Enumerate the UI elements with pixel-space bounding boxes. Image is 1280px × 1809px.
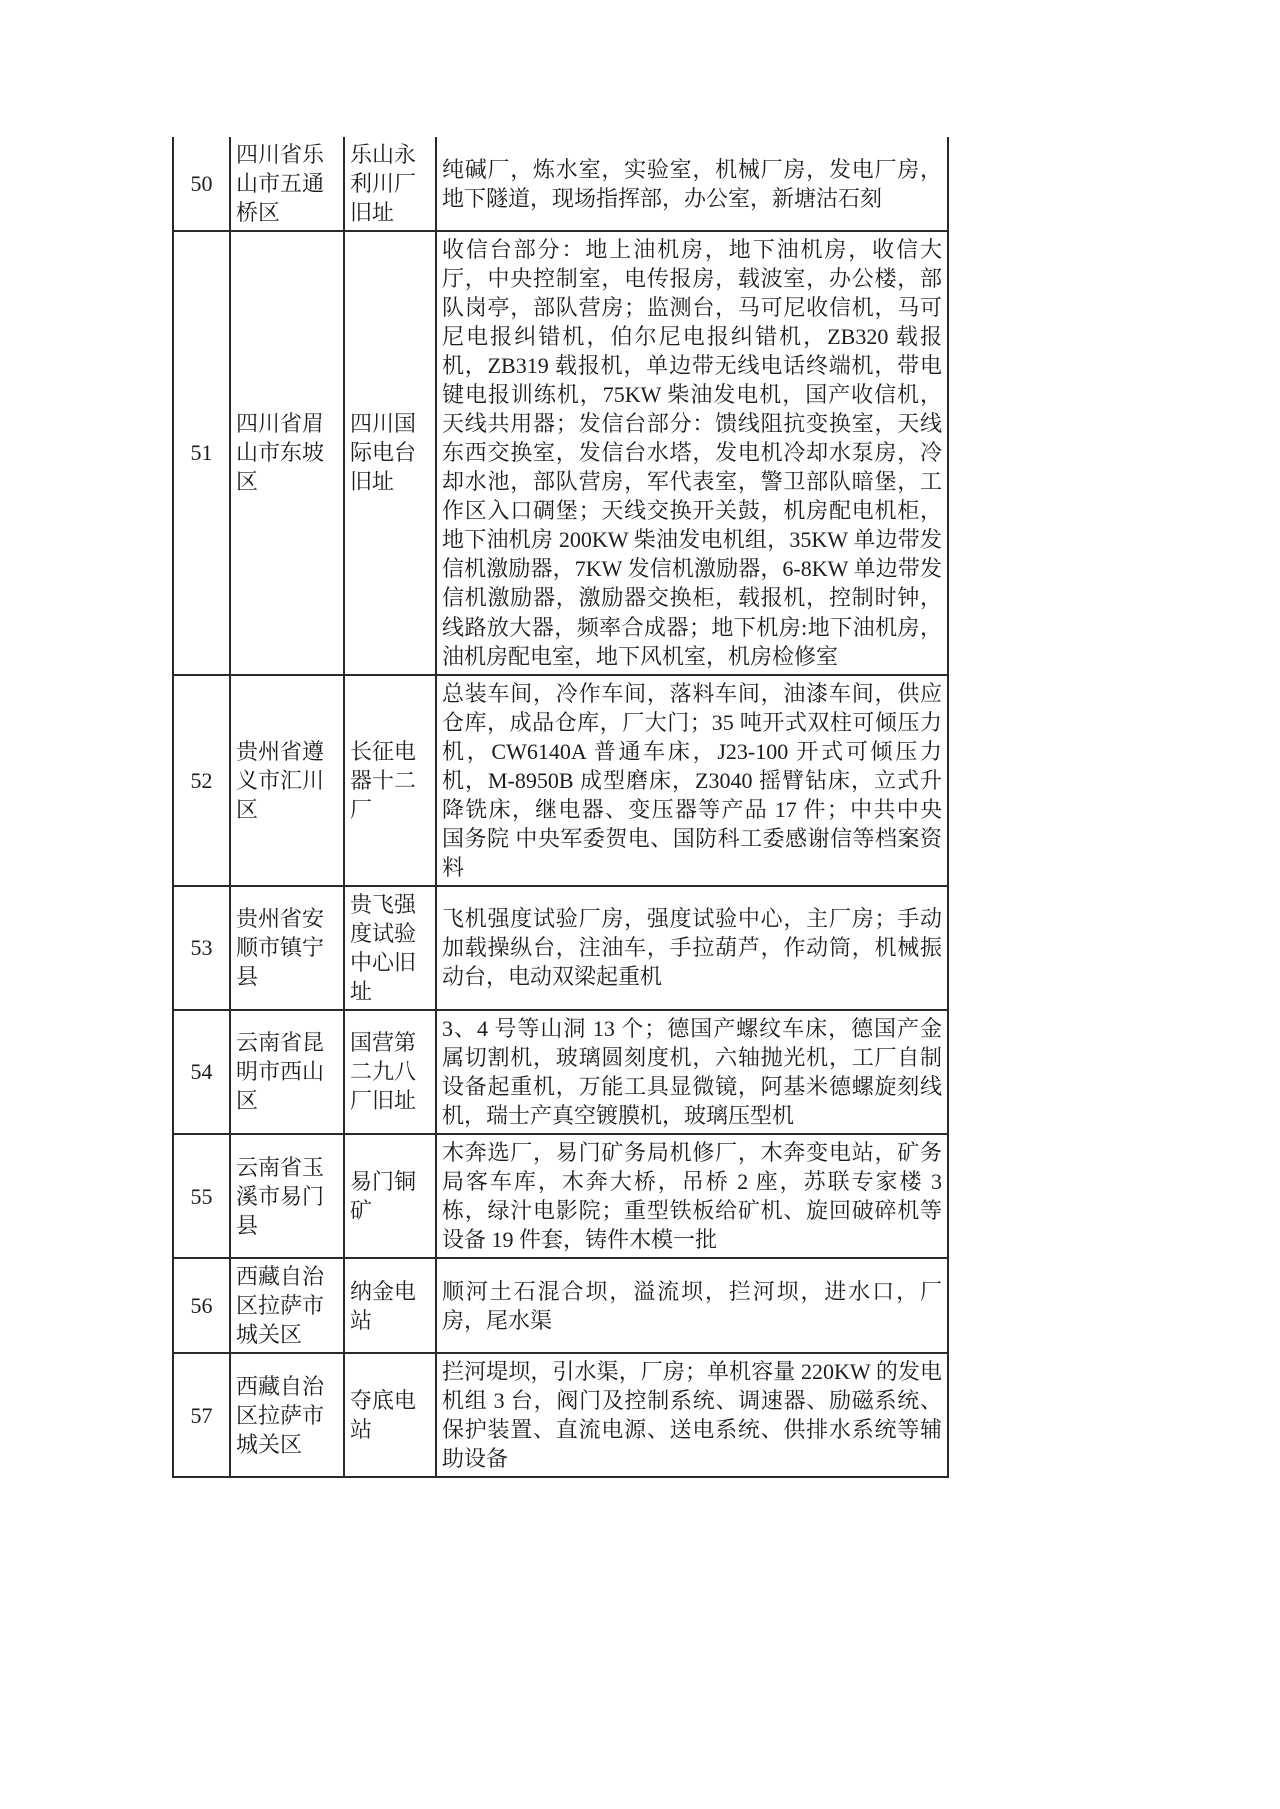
heritage-table-container: [172, 137, 947, 1478]
site-name-cell: 易门铜矿: [344, 1134, 436, 1258]
description-cell: 3、4 号等山洞 13 个；德国产螺纹车床，德国产金属切割机，玻璃圆刻度机，六轴抛光机，工厂自制设备起重机，万能工具显微镜，阿基米德螺旋刻线机，瑞士产真空镀膜机，玻璃压型机: [436, 1010, 948, 1134]
site-name-cell: 乐山永利川厂旧址: [344, 137, 436, 231]
row-number-cell: 50: [173, 137, 230, 231]
location-cell: 贵州省遵义市汇川区: [230, 675, 344, 886]
table-row: [173, 1010, 948, 1134]
description-cell: 收信台部分：地上油机房，地下油机房，收信大厅，中央控制室，电传报房，载波室，办公楼，部队岗亭，部队营房；监测台，马可尼收信机，马可尼电报纠错机，伯尔尼电报纠错机，ZB320 载报机，ZB319 载报机，单边带无线电话终端机，带电键电报训练机，75KW 柴油发电机，国产收信机，天线共用器；发信台部分：馈线阻抗变换室，天线东西交换室，发信台水塔，发电机冷却水泵房，冷却水池，部队营房，军代表室，警卫部队暗堡，工作区入口碉堡；天线交换开关鼓，机房配电机柜，地下油机房 200KW 柴油发电机组，35KW 单边带发信机激励器，7KW 发信机激励器，6-8KW 单边带发信机激励器，激励器交换柜，载报机，控制时钟，线路放大器，频率合成器；地下机房:地下油机房，油机房配电室，地下风机室，机房检修室: [436, 231, 948, 674]
table-row: [173, 1258, 948, 1353]
site-name-cell: 四川国际电台旧址: [344, 231, 436, 674]
row-number-cell: 52: [173, 675, 230, 886]
row-number-cell: 56: [173, 1258, 230, 1353]
location-cell: 四川省乐山市五通桥区: [230, 137, 344, 231]
site-name-cell: 贵飞强度试验中心旧址: [344, 886, 436, 1010]
row-number-cell: 55: [173, 1134, 230, 1258]
site-name-cell: 纳金电站: [344, 1258, 436, 1353]
description-cell: 拦河堤坝，引水渠，厂房；单机容量 220KW 的发电机组 3 台，阀门及控制系统、调速器、励磁系统、保护装置、直流电源、送电系统、供排水系统等辅助设备: [436, 1353, 948, 1477]
location-cell: 贵州省安顺市镇宁县: [230, 886, 344, 1010]
description-cell: 总装车间，冷作车间，落料车间，油漆车间，供应仓库，成品仓库，厂大门；35 吨开式双柱可倾压力机，CW6140A 普通车床，J23-100 开式可倾压力机，M-8950B 成型磨床，Z3040 摇臂钻床，立式升降铣床，继电器、变压器等产品 17 件；中共中央 国务院 中央军委贺电、国防科工委感谢信等档案资料: [436, 675, 948, 886]
table-row: [173, 137, 948, 231]
location-cell: 西藏自治区拉萨市城关区: [230, 1353, 344, 1477]
location-cell: 西藏自治区拉萨市城关区: [230, 1258, 344, 1353]
description-cell: 飞机强度试验厂房，强度试验中心，主厂房；手动加载操纵台，注油车，手拉葫芦，作动筒，机械振动台，电动双梁起重机: [436, 886, 948, 1010]
site-name-cell: 夺底电站: [344, 1353, 436, 1477]
table-row: [173, 1134, 948, 1258]
description-cell: 木奔选厂，易门矿务局机修厂，木奔变电站，矿务局客车库，木奔大桥，吊桥 2 座，苏联专家楼 3 栋，绿汁电影院；重型铁板给矿机、旋回破碎机等设备 19 件套，铸件木模一批: [436, 1134, 948, 1258]
table-row: [173, 231, 948, 674]
location-cell: 云南省昆明市西山区: [230, 1010, 344, 1134]
heritage-table: [172, 137, 949, 1478]
description-cell: 纯碱厂，炼水室，实验室，机械厂房，发电厂房，地下隧道，现场指挥部，办公室，新塘沽石刻: [436, 137, 948, 231]
row-number-cell: 57: [173, 1353, 230, 1477]
row-number-cell: 54: [173, 1010, 230, 1134]
description-cell: 顺河土石混合坝，溢流坝，拦河坝，进水口，厂房，尾水渠: [436, 1258, 948, 1353]
table-row: [173, 1353, 948, 1477]
location-cell: 云南省玉溪市易门县: [230, 1134, 344, 1258]
table-row: [173, 675, 948, 886]
site-name-cell: 长征电器十二厂: [344, 675, 436, 886]
row-number-cell: 51: [173, 231, 230, 674]
location-cell: 四川省眉山市东坡区: [230, 231, 344, 674]
site-name-cell: 国营第二九八厂旧址: [344, 1010, 436, 1134]
table-row: [173, 886, 948, 1010]
row-number-cell: 53: [173, 886, 230, 1010]
